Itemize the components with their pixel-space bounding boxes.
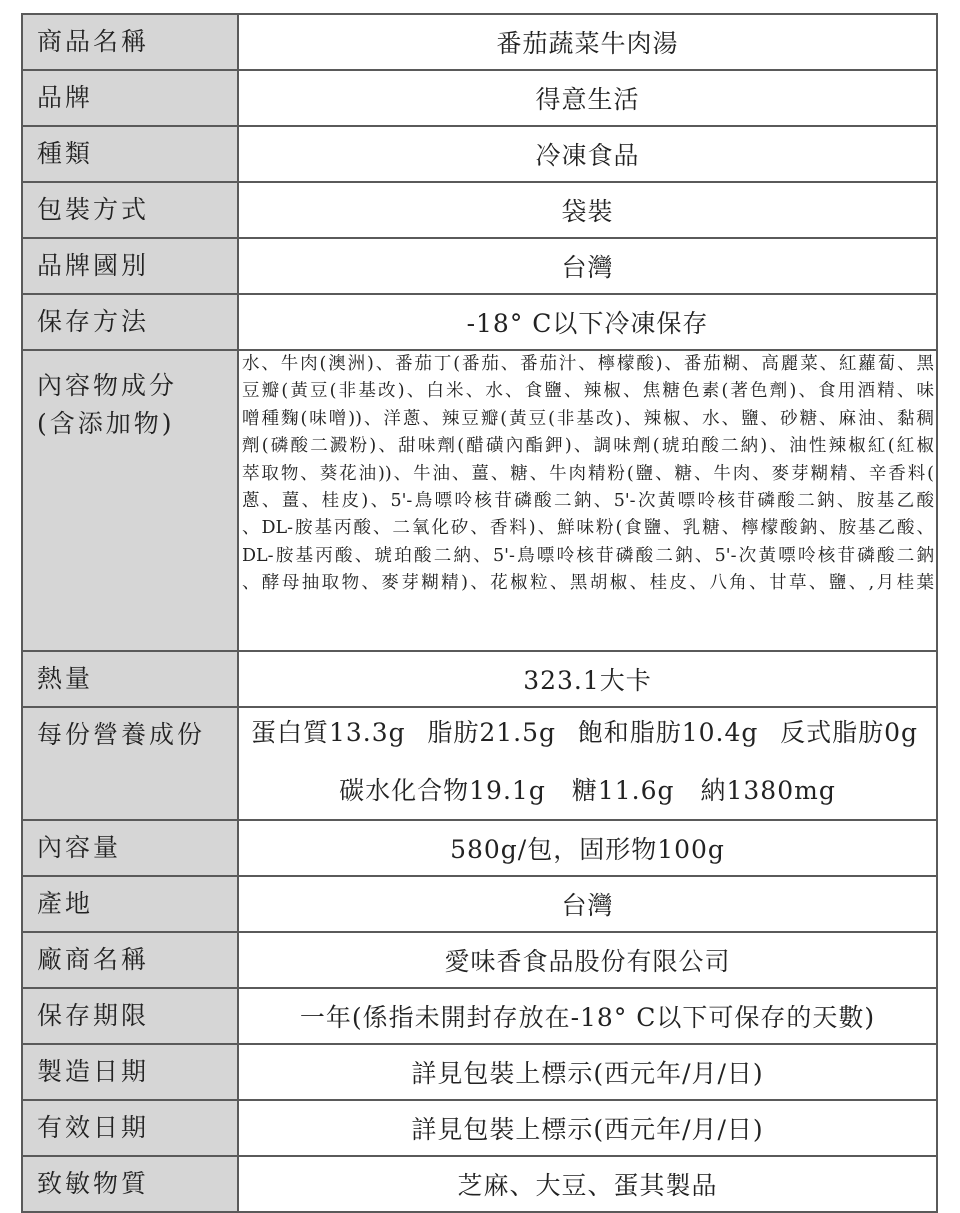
product-spec-table <box>21 13 938 1213</box>
row-packaging <box>22 182 937 238</box>
value-brand: 得意生活 <box>238 70 937 126</box>
row-exp-date <box>22 1100 937 1156</box>
ingredient-line: 萃取物、葵花油))、牛油、薑、糖、牛肉精粉(鹽、糖、牛肉、麥芽糊精、辛香料( <box>242 463 934 484</box>
row-origin <box>22 876 937 932</box>
label-ingredients <box>22 350 238 651</box>
label-packaging: 包裝方式 <box>22 182 238 238</box>
ingredient-line: 、DL-胺基丙酸、二氧化矽、香料)、鮮味粉(食鹽、乳糖、檸檬酸鈉、胺基乙酸、 <box>242 518 934 539</box>
row-net-content <box>22 820 937 876</box>
label-manufacturer: 廠商名稱 <box>22 932 238 988</box>
ingredient-line: 豆瓣(黃豆(非基改)、白米、水、食鹽、辣椒、焦糖色素(著色劑)、食用酒精、味 <box>242 381 934 402</box>
nutrition-sat-fat: 飽和脂肪10.4g <box>577 717 759 747</box>
label-product-name: 商品名稱 <box>22 14 238 70</box>
label-origin: 產地 <box>22 876 238 932</box>
value-storage: -18° C以下冷凍保存 <box>238 294 937 350</box>
label-exp-date: 有效日期 <box>22 1100 238 1156</box>
label-shelf-life: 保存期限 <box>22 988 238 1044</box>
label-calories: 熱量 <box>22 651 238 707</box>
value-country: 台灣 <box>238 238 937 294</box>
row-brand <box>22 70 937 126</box>
nutrition-line1 <box>239 713 936 749</box>
value-allergens: 芝麻、大豆、蛋其製品 <box>238 1156 937 1212</box>
label-ingredients-line2: (含添加物) <box>37 409 175 438</box>
row-manufacturer <box>22 932 937 988</box>
row-calories <box>22 651 937 707</box>
row-shelf-life <box>22 988 937 1044</box>
label-brand: 品牌 <box>22 70 238 126</box>
label-net-content: 內容量 <box>22 820 238 876</box>
ingredient-line: 水、牛肉(澳洲)、番茄丁(番茄、番茄汁、檸檬酸)、番茄糊、高麗菜、紅蘿蔔、黑 <box>242 354 934 374</box>
ingredient-line: 劑(磷酸二澱粉)、甜味劑(醋磺內酯鉀)、調味劑(琥珀酸二納)、油性辣椒紅(紅椒 <box>242 436 934 457</box>
value-shelf-life: 一年(係指未開封存放在-18° C以下可保存的天數) <box>238 988 937 1044</box>
ingredient-line: 、酵母抽取物、麥芽糊精)、花椒粒、黑胡椒、桂皮、八角、甘草、鹽、,月桂葉 <box>242 573 934 594</box>
value-mfg-date: 詳見包裝上標示(西元年/月/日) <box>238 1044 937 1100</box>
row-mfg-date <box>22 1044 937 1100</box>
label-country: 品牌國別 <box>22 238 238 294</box>
row-allergens <box>22 1156 937 1212</box>
value-product-name: 番茄蔬菜牛肉湯 <box>238 14 937 70</box>
label-nutrition: 每份營養成份 <box>22 707 238 820</box>
value-origin: 台灣 <box>238 876 937 932</box>
nutrition-line2: 碳水化合物19.1g 糖11.6g 納1380mg <box>339 775 836 805</box>
label-allergens: 致敏物質 <box>22 1156 238 1212</box>
row-product-name <box>22 14 937 70</box>
label-storage: 保存方法 <box>22 294 238 350</box>
ingredient-line: 噌種麴(味噌))、洋蔥、辣豆瓣(黃豆(非基改)、辣椒、水、鹽、砂糖、麻油、黏稠 <box>242 408 934 429</box>
row-storage <box>22 294 937 350</box>
nutrition-fat: 脂肪21.5g <box>427 717 557 747</box>
ingredient-line: DL-胺基丙酸、琥珀酸二納、5'-鳥嘌呤核苷磷酸二鈉、5'-次黃嘌呤核苷磷酸二鈉 <box>242 545 934 566</box>
row-country <box>22 238 937 294</box>
value-exp-date: 詳見包裝上標示(西元年/月/日) <box>238 1100 937 1156</box>
value-ingredients <box>238 350 937 651</box>
label-category: 種類 <box>22 126 238 182</box>
value-category: 冷凍食品 <box>238 126 937 182</box>
label-mfg-date: 製造日期 <box>22 1044 238 1100</box>
value-calories: 323.1大卡 <box>238 651 937 707</box>
value-manufacturer: 愛味香食品股份有限公司 <box>238 932 937 988</box>
nutrition-protein: 蛋白質13.3g <box>251 717 406 747</box>
ingredient-line: 蔥、薑、桂皮)、5'-鳥嘌呤核苷磷酸二鈉、5'-次黃嘌呤核苷磷酸二鈉、胺基乙酸 <box>242 491 934 512</box>
row-ingredients <box>22 350 937 651</box>
value-packaging: 袋裝 <box>238 182 937 238</box>
row-nutrition <box>22 707 937 820</box>
row-category <box>22 126 937 182</box>
value-net-content: 580g/包，固形物100g <box>238 820 937 876</box>
value-nutrition <box>238 707 937 820</box>
label-ingredients-line1: 內容物成分 <box>37 371 178 400</box>
nutrition-trans-fat: 反式脂肪0g <box>780 717 918 747</box>
